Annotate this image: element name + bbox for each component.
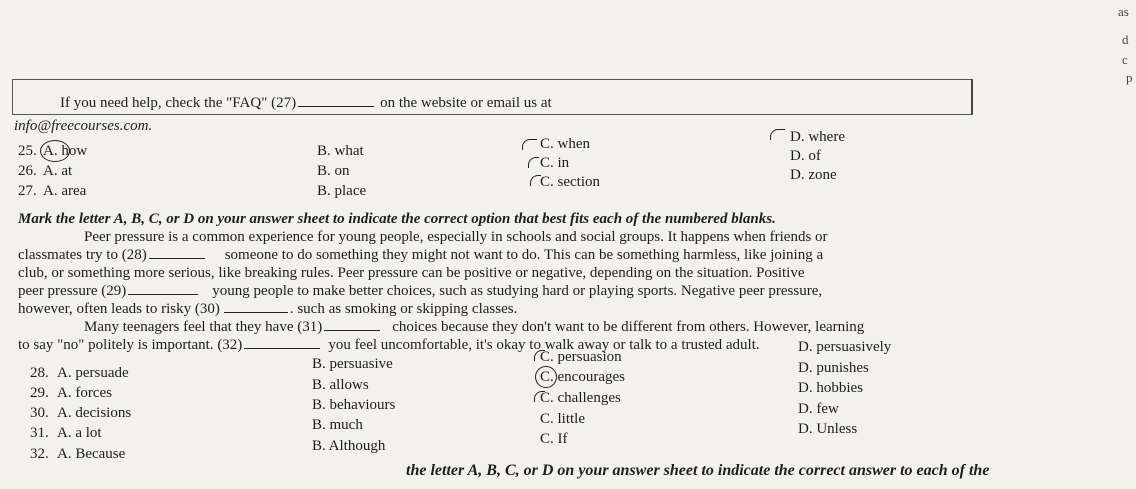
footer-instruction: the letter A, B, C, or D on your answer sheet to indicate the correct answer to each of the xyxy=(406,462,990,479)
q26-b: B. on xyxy=(317,163,350,179)
q27-c: C. section xyxy=(540,174,600,190)
blank-28 xyxy=(149,246,205,259)
passage-line-6a: Many teenagers feel that they have (31) xyxy=(84,319,323,335)
answer-circle-q29 xyxy=(535,366,557,388)
q31-num: 31. xyxy=(30,425,49,441)
q32-d: D. Unless xyxy=(798,421,858,437)
instruction-text: Mark the letter A, B, C, or D on your answer sheet to indicate the correct option that best fits each of the numbered blanks. xyxy=(18,211,776,227)
blank-27 xyxy=(298,94,374,107)
corner-fragment-2: d xyxy=(1122,32,1129,47)
corner-fragment-1: as xyxy=(1118,4,1129,19)
q32-num: 32. xyxy=(30,446,49,462)
q25-d: D. where xyxy=(790,129,845,145)
q29-d: D. punishes xyxy=(798,360,869,376)
passage-line-7 xyxy=(18,336,760,354)
q27-num: 27. xyxy=(18,183,37,199)
q28-b: B. persuasive xyxy=(312,356,393,372)
q29-b: B. allows xyxy=(312,377,369,393)
q28-num: 28. xyxy=(30,365,49,381)
q31-d: D. few xyxy=(798,401,839,417)
q26-num: 26. xyxy=(18,163,37,179)
pencil-mark-q25-d xyxy=(770,129,785,140)
passage-line-4b: young people to make better choices, such as studying hard or playing sports. Negative peer pressure, xyxy=(212,283,823,299)
q27-b: B. place xyxy=(317,183,367,199)
blank-29 xyxy=(128,282,198,295)
notice-line-1 xyxy=(60,94,552,112)
q30-c: C. challenges xyxy=(540,390,621,406)
q27-d: D. zone xyxy=(790,167,837,183)
passage-line-4 xyxy=(18,282,822,300)
notice-line-1-post: on the website or email us at xyxy=(380,95,552,111)
q26-d: D. of xyxy=(790,148,821,164)
q29-num: 29. xyxy=(30,385,49,401)
passage-line-4a: peer pressure (29) xyxy=(18,283,127,299)
pencil-mark-q30 xyxy=(534,391,545,402)
q25-num: 25. xyxy=(18,143,37,159)
q30-d: D. hobbies xyxy=(798,380,863,396)
q31-b: B. much xyxy=(312,417,363,433)
notice-email: info@freecourses.com. xyxy=(14,118,153,134)
q28-a: A. persuade xyxy=(57,365,129,381)
pencil-mark-q28 xyxy=(534,350,545,361)
q26-a: A. at xyxy=(43,163,73,179)
passage-line-5 xyxy=(18,300,517,318)
passage-line-2b: someone to do something they might not want to do. This can be something harmless, like joining a xyxy=(224,247,824,263)
passage-line-5b: . such as smoking or skipping classes. xyxy=(289,301,518,317)
passage-line-1: Peer pressure is a common experience for young people, especially in schools and social groups. It happens when friends or xyxy=(84,229,828,245)
q25-c: C. when xyxy=(540,136,590,152)
q29-c: C. encourages xyxy=(540,369,625,385)
q30-num: 30. xyxy=(30,405,49,421)
q29-a: A. forces xyxy=(57,385,112,401)
passage-line-2 xyxy=(18,246,823,264)
q28-d: D. persuasively xyxy=(798,339,892,355)
pencil-mark-q26 xyxy=(528,157,539,168)
passage-line-6b: choices because they don't want to be different from others. However, learning xyxy=(392,319,865,335)
q31-c: C. little xyxy=(540,411,585,427)
passage-line-6 xyxy=(84,318,864,336)
passage-line-2a: classmates try to (28) xyxy=(18,247,147,263)
pencil-mark-q25 xyxy=(522,139,537,150)
blank-30 xyxy=(224,300,288,313)
blank-32 xyxy=(244,336,320,349)
q32-a: A. Because xyxy=(57,446,126,462)
notice-line-1-pre: If you need help, check the "FAQ" (27) xyxy=(60,95,297,111)
passage-line-7a: to say "no" politely is important. (32) xyxy=(18,337,243,353)
q27-a: A. area xyxy=(43,183,87,199)
passage-line-7b: you feel uncomfortable, it's okay to walk away or talk to a trusted adult. xyxy=(328,337,760,353)
q28-c: C. persuasion xyxy=(540,349,622,365)
pencil-mark-q27 xyxy=(530,175,541,186)
corner-fragment-3: c xyxy=(1122,52,1128,67)
q25-b: B. what xyxy=(317,143,364,159)
q30-b: B. behaviours xyxy=(312,397,396,413)
corner-fragment-4: p xyxy=(1126,70,1133,85)
blank-31 xyxy=(324,318,380,331)
q26-c: C. in xyxy=(540,155,570,171)
passage-line-3: club, or something more serious, like breaking rules. Peer pressure can be positive or negative, depending on the situation. Positive xyxy=(18,265,805,281)
answer-circle-q25 xyxy=(40,140,70,162)
q32-c: C. If xyxy=(540,431,568,447)
passage-line-5a: however, often leads to risky (30) xyxy=(18,301,220,317)
q30-a: A. decisions xyxy=(57,405,132,421)
q25-a: A. how xyxy=(43,143,88,159)
q31-a: A. a lot xyxy=(57,425,102,441)
q32-b: B. Although xyxy=(312,438,386,454)
